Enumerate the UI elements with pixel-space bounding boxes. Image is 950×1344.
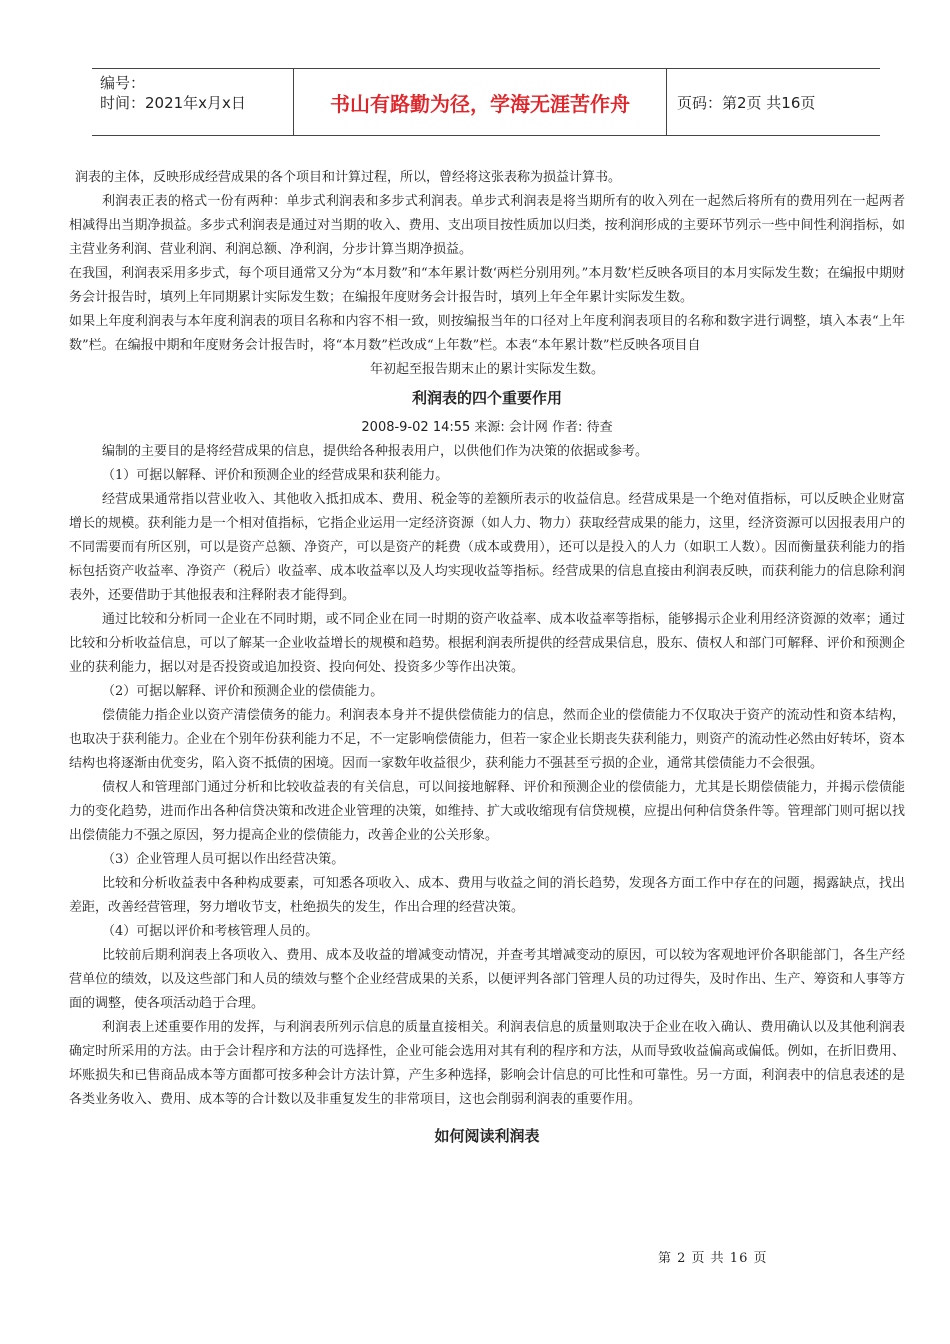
- section-heading: 如何阅读利润表: [434, 1127, 540, 1145]
- section-heading: 利润表的四个重要作用: [411, 389, 562, 407]
- paragraph: 债权人和管理部门通过分析和比较收益表的有关信息，可以间接地解释、评价和预测企业的偿债能力，尤其是长期偿债能力，并揭示偿债能力的变化趋势，进而作出各种信贷决策和改进企业管理的决策，如维持、扩大或收缩现有信贷规模，应提出何种信贷条件等。管理部门则可据以找出偿债能力不强之原因，努力提高企业的偿债能力，改善企业的公关形象。: [69, 780, 905, 843]
- list-item: （4）可据以评价和考核管理人员的。: [102, 924, 319, 939]
- paragraph: 比较前后期利润表上各项收入、费用、成本及收益的增减变动情况，并查考其增减变动的原因，可以较为客观地评价各职能部门，各生产经营单位的绩效，以及这些部门和人员的绩效与整个企业经营成果的关系，以便评判各部门管理人员的功过得失，及时作出、生产、筹资和人事等方面的调整，使各项活动趋于合理。: [69, 948, 905, 1011]
- paragraph-end: 年初起至报告期末止的累计实际发生数。: [369, 362, 604, 377]
- paragraph: 如果上年度利润表与本年度利润表的项目名称和内容不相一致，则按编报当年的口径对上年度利润表项目的名称和数字进行调整，填入本表“上年数”栏。在编报中期和年度财务会计报告时，将“本月数”栏改成“上年数”栏。本表“本年累计数”栏反映各项目自: [69, 314, 905, 353]
- paragraph: 利润表上述重要作用的发挥，与利润表所列示信息的质量直接相关。利润表信息的质量则取决于企业在收入确认、费用确认以及其他利润表确定时所采用的方法。由于会计程序和方法的可选择性，企业可能会选用对其有利的程序和方法，从而导致收益偏高或偏低。例如，在折旧费用、坏账损失和已售商品成本等方面都可按多种会计方法计算，产生多种选择，影响会计信息的可比性和可靠性。另一方面，利润表中的信息表述的是各类业务收入、费用、成本等的合计数以及非重复发生的非常项目，这也会削弱利润表的重要作用。: [69, 1020, 905, 1107]
- document-header: [92, 68, 880, 136]
- document-body: [69, 166, 905, 1154]
- time-label: 时间：2021年x月x日: [100, 94, 246, 112]
- list-item: （3）企业管理人员可据以作出经营决策。: [102, 852, 345, 867]
- code-label: 编号：: [100, 74, 146, 92]
- list-item: （1）可据以解释、评价和预测企业的经营成果和获利能力。: [102, 468, 449, 483]
- paragraph: 润表的主体，反映形成经营成果的各个项目和计算过程，所以，曾经将这张表称为损益计算书。: [75, 170, 622, 185]
- paragraph: 在我国，利润表采用多步式，每个项目通常又分为“本月数”和“本年累计数‘两栏分别用列。”本月数’栏反映各项目的本月实际发生数；在编报中期财务会计报告时，填列上年同期累计实际发生数；在编报年度财务会计报告时，填列上年全年累计实际发生数。: [69, 266, 905, 305]
- article-meta: 2008-9-02 14:55 来源: 会计网 作者: 待查: [361, 420, 613, 435]
- paragraph: 通过比较和分析同一企业在不同时期，或不同企业在同一时期的资产收益率、成本收益率等指标，能够揭示企业利用经济资源的效率；通过比较和分析收益信息，可以了解某一企业收益增长的规模和趋势。根据利润表所提供的经营成果信息，股东、债权人和部门可解释、评价和预测企业的获利能力，据以对是否投资或追加投资、投向何处、投资多少等作出决策。: [69, 612, 905, 675]
- paragraph: 利润表正表的格式一份有两种：单步式利润表和多步式利润表。单步式利润表是将当期所有的收入列在一起然后将所有的费用列在一起两者相减得出当期净损益。多步式利润表是通过对当期的收入、费用、支出项目按性质加以归类，按利润形成的主要环节列示一些中间性利润指标，如主营业务利润、营业利润、利润总额、净利润，分步计算当期净损益。: [69, 194, 905, 257]
- header-motto: 书山有路勤为径，学海无涯苦作舟: [294, 69, 667, 135]
- page-footer: 第 2 页 共 16 页: [658, 1251, 768, 1266]
- paragraph: 比较和分析收益表中各种构成要素，可知悉各项收入、成本、费用与收益之间的消长趋势，发现各方面工作中存在的问题，揭露缺点，找出差距，改善经营管理，努力增收节支，杜绝损失的发生，作出合理的经营决策。: [69, 876, 905, 915]
- header-left-cell: [92, 69, 294, 135]
- list-item: （2）可据以解释、评价和预测企业的偿债能力。: [102, 684, 384, 699]
- paragraph: 编制的主要目的是将经营成果的信息，提供给各种报表用户，以供他们作为决策的依据或参考。: [102, 444, 649, 459]
- paragraph: 经营成果通常指以营业收入、其他收入抵扣成本、费用、税金等的差额所表示的收益信息。经营成果是一个绝对值指标，可以反映企业财富增长的规模。获利能力是一个相对值指标，它指企业运用一定经济资源（如人力、物力）获取经营成果的能力，这里，经济资源可以因报表用户的不同需要而有所区别，可以是资产总额、净资产，可以是资产的耗费（成本或费用），还可以是投入的人力（如职工人数）。因而衡量获利能力的指标包括资产收益率、净资产（税后）收益率、成本收益率以及人均实现收益等指标。经营成果的信息直接由利润表反映，而获利能力的信息除利润表外，还要借助于其他报表和注释附表才能得到。: [69, 492, 905, 603]
- header-page-code: 页码：第2页 共16页: [677, 93, 816, 112]
- paragraph: 偿债能力指企业以资产清偿债务的能力。利润表本身并不提供偿债能力的信息，然而企业的偿债能力不仅取决于资产的流动性和资本结构，也取决于获利能力。企业在个别年份获利能力不足，不一定影响偿债能力，但若一家企业长期丧失获利能力，则资产的流动性必然由好转坏，资本结构也将逐渐由优变劣，陷入资不抵债的困境。因而一家数年收益很少，获利能力不强甚至亏损的企业，通常其偿债能力不会很强。: [69, 708, 905, 771]
